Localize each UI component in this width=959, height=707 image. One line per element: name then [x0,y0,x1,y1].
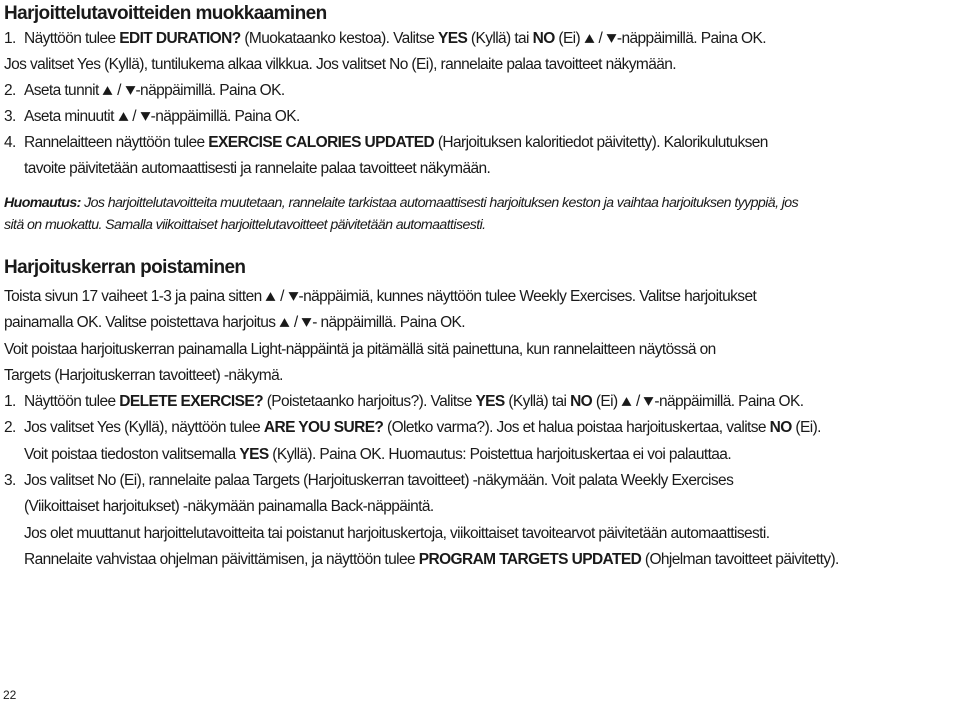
numbered-step [4,104,953,130]
step-number: 2. [4,419,16,437]
step-text [24,26,766,52]
text-run: Jos valitset Yes (Kyllä), näyttöön tulee [24,419,264,437]
triangle-down-icon [125,85,136,96]
step-text [24,160,490,177]
text-run: Jos valitset Yes (Kyllä), tuntilukema alkaa vilkkua. Jos valitset No (Ei), rannelaite palaa tavoitteet näkymään. [4,56,676,73]
numbered-step [4,468,953,494]
text-line [4,52,953,78]
steps-list [4,284,953,573]
triangle-up-icon [279,317,290,328]
step-text [24,551,839,568]
step-text [24,446,731,463]
triangle-down-icon [643,396,654,407]
step-continuation [4,521,953,547]
text-run: / [594,30,606,47]
section-title: Harjoituskerran poistaminen [4,257,246,278]
text-run: Rannelaite vahvistaa ohjelman päivittämisen, ja näyttöön tulee [24,550,419,568]
bold-term: EDIT DURATION? [119,30,241,47]
triangle-down-icon [288,291,299,302]
text-run: Näyttöön tulee [24,393,120,411]
numbered-step [4,389,953,415]
triangle-up-icon [621,396,632,407]
step-text [24,525,769,542]
text-run: Voit poistaa tiedoston valitsemalla [24,445,240,463]
triangle-down-icon [301,317,312,328]
bold-term: DELETE EXERCISE? [119,393,263,411]
steps-list [4,26,953,182]
text-run: (Oletko varma?). Jos et halua poistaa harjoituskertaa, valitse [383,419,770,437]
step-text [4,341,716,358]
step-number: 4. [4,134,16,151]
step-text [4,288,756,305]
text-run: Näyttöön tulee [24,30,120,47]
section-title: Harjoittelutavoitteiden muokkaaminen [4,3,327,24]
text-run: (Kyllä) tai [504,393,571,411]
bold-term: NO [769,419,792,437]
bold-term: PROGRAM TARGETS UPDATED [418,550,642,568]
text-run: Aseta tunnit [24,82,103,99]
text-run: (Viikoittaiset harjoitukset) -näkymään painamalla Back-näppäintä. [24,498,434,516]
page-number: 22 [3,688,17,702]
text-run: - näppäimillä. Paina OK. [312,314,465,332]
text-run: (Ei) [592,393,622,411]
numbered-step [4,78,953,104]
numbered-step [4,130,953,156]
note-label: Huomautus: [4,195,81,211]
section-delete-exercise [4,256,953,573]
step-text [24,78,285,104]
note-text: Jos harjoittelutavoitteita muutetaan, rannelaite tarkistaa automaattisesti harjoituksen keston ja vaihtaa harjoituksen tyyppiä, jos [80,195,799,211]
triangle-up-icon [102,85,113,96]
step-text [4,367,283,384]
text-run: -näppäimillä. Paina OK. [616,30,766,47]
text-run: (Ei). [791,419,821,437]
bold-term: YES [437,30,468,47]
step-text [4,56,676,73]
bold-term: YES [239,445,269,463]
text-run: (Ohjelman tavoitteet päivitetty). [641,550,839,568]
step-text [24,498,434,515]
step-number: 1. [4,393,16,411]
triangle-up-icon [584,33,595,44]
text-run: Aseta minuutit [24,108,118,125]
step-text [24,415,821,441]
step-text [24,104,300,130]
bold-term: NO [570,393,593,411]
step-text [24,389,803,415]
triangle-up-icon [118,111,129,122]
note-paragraph [4,192,953,236]
text-run: (Ei) [554,30,584,47]
bold-term: EXERCISE CALORIES UPDATED [208,134,435,151]
text-run: (Muokataanko kestoa). Valitse [240,30,438,47]
text-run: / [113,82,125,99]
text-run: (Harjoituksen kaloritiedot päivitetty). Kalorikulutuksen [434,134,768,151]
text-run: (Kyllä). Paina OK. Huomautus: Poistettua harjoituskertaa ei voi palauttaa. [268,445,732,463]
step-number: 3. [4,108,16,125]
bold-term: YES [475,393,505,411]
text-run: / [632,393,644,411]
step-continuation [4,442,953,468]
triangle-up-icon [265,291,276,302]
numbered-step [4,415,953,441]
step-number: 3. [4,472,16,490]
step-text [4,314,465,331]
text-run: Jos olet muuttanut harjoittelutavoitteita tai poistanut harjoituskertoja, viikoittaiset tavoitearvot päivitetään automaattisesti. [24,524,770,542]
text-run: / [290,314,302,332]
text-line [4,363,953,389]
step-continuation [4,494,953,520]
triangle-down-icon [140,111,151,122]
text-run: Toista sivun 17 vaiheet 1-3 ja paina sitten [4,288,266,305]
text-run: (Kyllä) tai [467,30,533,47]
step-text [24,468,733,494]
triangle-down-icon [606,33,617,44]
text-run: / [128,108,140,125]
text-line [4,284,953,310]
text-run: / [276,288,288,305]
step-text [24,130,768,156]
text-run: -näppäimillä. Paina OK. [150,108,300,125]
numbered-step [4,26,953,52]
text-run: Targets (Harjoituskerran tavoitteet) -näkymä. [4,366,283,384]
text-run: painamalla OK. Valitse poistettava harjoitus [4,314,280,332]
step-continuation [4,547,953,573]
step-number: 2. [4,82,16,99]
text-run: tavoite päivitetään automaattisesti ja rannelaite palaa tavoitteet näkymään. [24,160,491,177]
section-edit-targets [4,0,953,236]
text-line [4,310,953,336]
bold-term: ARE YOU SURE? [263,419,384,437]
text-run: (Poistetaanko harjoitus?). Valitse [262,393,476,411]
text-run: -näppäimiä, kunnes näyttöön tulee Weekly Exercises. Valitse harjoitukset [298,288,757,305]
text-run: -näppäimillä. Paina OK. [135,82,285,99]
bold-term: NO [532,30,555,47]
note-text: sitä on muokattu. Samalla viikoittaiset harjoittelutavoitteet päivitetään automaattisesti. [4,217,486,233]
text-line [4,337,953,363]
step-number: 1. [4,30,16,47]
text-run: Voit poistaa harjoituskerran painamalla Light-näppäintä ja pitämällä sitä painettuna, kun rannelaitteen näytössä on [4,340,716,358]
text-run: Rannelaitteen näyttöön tulee [24,134,209,151]
text-run: Jos valitset No (Ei), rannelaite palaa Targets (Harjoituskerran tavoitteet) -näkymään. Voit palata Weekly Exercises [24,472,734,490]
text-run: -näppäimillä. Paina OK. [654,393,804,411]
step-continuation [4,156,953,182]
